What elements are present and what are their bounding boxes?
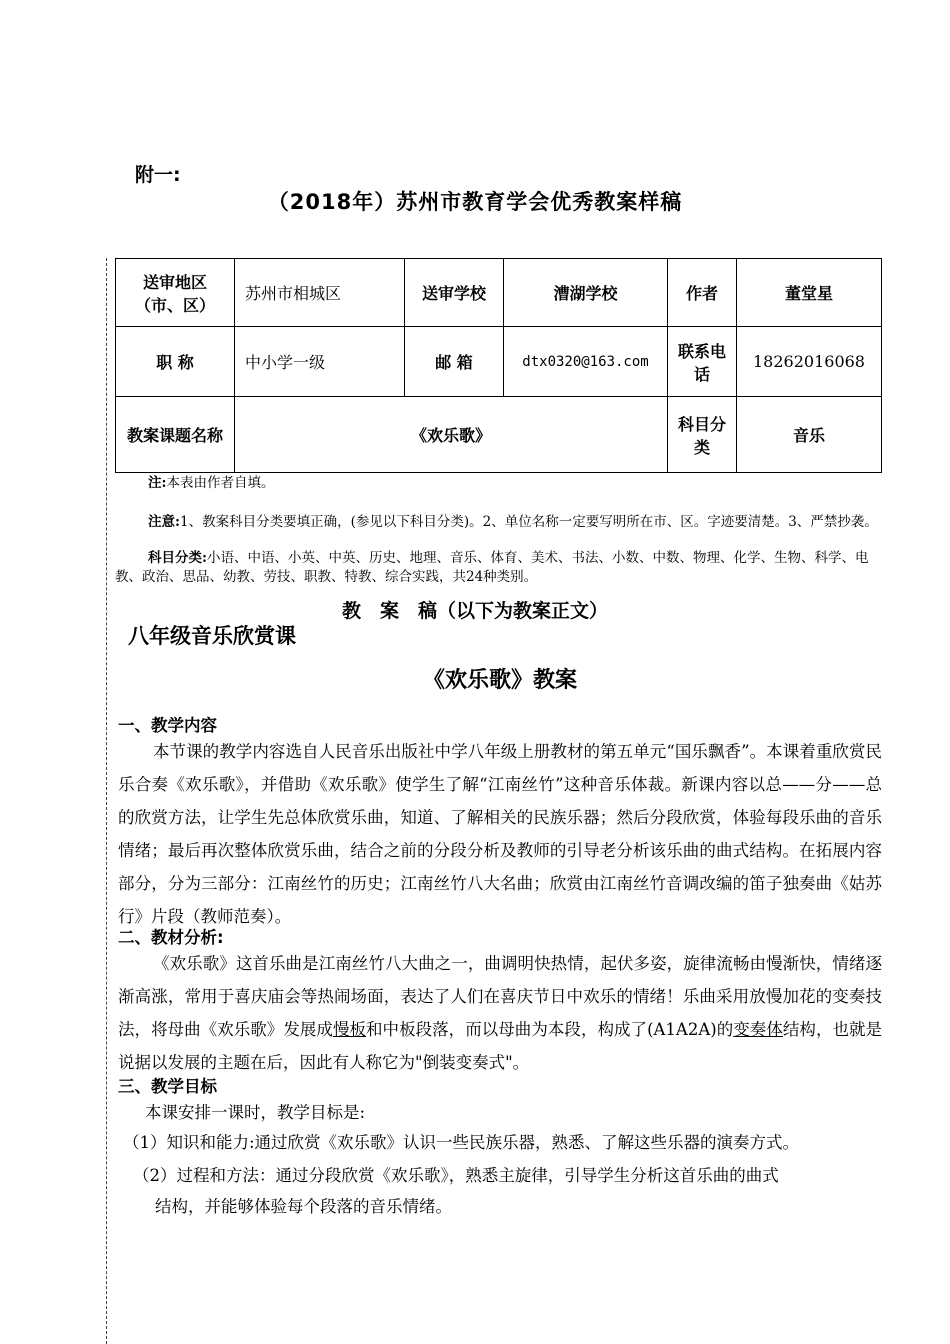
note-author-fill: 注:本表由作者自填。 xyxy=(148,475,275,491)
goal-1: （1）知识和能力:通过欣赏《欢乐歌》认识一些民族乐器，熟悉、了解这些乐器的演奏方式。 xyxy=(123,1133,800,1152)
note-subject-categories: 科目分类:小语、中语、小英、中英、历史、地理、音乐、体育、美术、书法、小数、中数、物理、化学、生物、科学、电教、政治、思品、幼教、劳技、职教、特教、综合实践，共24种类别。 xyxy=(115,550,869,585)
page-title: （2018年）苏州市教育学会优秀教案样稿 xyxy=(267,190,683,214)
section-1-heading: 一、教学内容 xyxy=(118,716,217,735)
lesson-title: 《欢乐歌》教案 xyxy=(422,668,577,693)
title-value: 中小学一级 xyxy=(235,327,405,397)
author-label: 作者 xyxy=(668,259,737,327)
goal-2-line-2: 结构，并能够体验每个段落的音乐情绪。 xyxy=(155,1197,452,1216)
school-label: 送审学校 xyxy=(405,259,504,327)
binding-margin-line xyxy=(106,258,107,1344)
region-label: 送审地区（市、区） xyxy=(116,259,235,327)
section-2-heading: 二、教材分析: xyxy=(118,928,224,947)
note-attention: 注意:1、教案科目分类要填正确，(参见以下科目分类)。2、单位名称一定要写明所在市、区。字迹要清楚。3、严禁抄袭。 xyxy=(148,514,878,530)
section-1-body: 本节课的教学内容选自人民音乐出版社中学八年级上册教材的第五单元“国乐飘香”。本课着重欣赏民乐合奏《欢乐歌》，并借助《欢乐歌》使学生了解“江南丝竹”这种音乐体裁。新课内容以总——分——总的欣赏方法，让学生先总体欣赏乐曲，知道、了解相关的民族乐器；然后分段欣赏，体验每段乐曲的音乐情绪；最后再次整体欣赏乐曲，结合之前的分段分析及教师的引导老分析该乐曲的曲式结构。在拓展内容部分，分为三部分：江南丝竹的历史；江南丝竹八大名曲；欣赏由江南丝竹音调改编的笛子独奏曲《姑苏行》片段（教师范奏）。 xyxy=(118,742,882,926)
email-value: dtx0320@163.com xyxy=(504,327,668,397)
phone-label: 联系电话 xyxy=(668,327,737,397)
region-value: 苏州市相城区 xyxy=(235,259,405,327)
section-3-intro: 本课安排一课时，教学目标是: xyxy=(145,1103,366,1122)
email-label: 邮 箱 xyxy=(405,327,504,397)
phone-value: 18262016068 xyxy=(737,327,882,397)
lesson-value: 《欢乐歌》 xyxy=(235,397,668,473)
appendix-label: 附一: xyxy=(135,164,181,186)
section-2-body: 《欢乐歌》这首乐曲是江南丝竹八大曲之一，曲调明快热情，起伏多姿，旋律流畅由慢渐快，情绪逐渐高涨，常用于喜庆庙会等热闹场面，表达了人们在喜庆节日中欢乐的情绪！乐曲采用放慢加花的变奏技法，将母曲《欢乐歌》发展成慢板和中板段落，而以母曲为本段，构成了(A1A2A)的变奏体结构，也就是说据以发展的主题在后，因此有人称它为"倒装变奏式"。 xyxy=(118,954,883,1072)
author-value: 董堂星 xyxy=(737,259,882,327)
subject-value: 音乐 xyxy=(737,397,882,473)
info-table xyxy=(115,258,882,473)
school-value: 漕湖学校 xyxy=(504,259,668,327)
title-label: 职 称 xyxy=(116,327,235,397)
lesson-label: 教案课题名称 xyxy=(116,397,235,473)
goal-2-line-1: （2）过程和方法：通过分段欣赏《欢乐歌》，熟悉主旋律，引导学生分析这首乐曲的曲式 xyxy=(133,1166,779,1185)
subject-label: 科目分类 xyxy=(668,397,737,473)
section-3-heading: 三、教学目标 xyxy=(118,1077,217,1096)
course-title: 八年级音乐欣赏课 xyxy=(128,624,296,648)
section-banner: 教 案 稿（以下为教案正文） xyxy=(341,600,608,622)
